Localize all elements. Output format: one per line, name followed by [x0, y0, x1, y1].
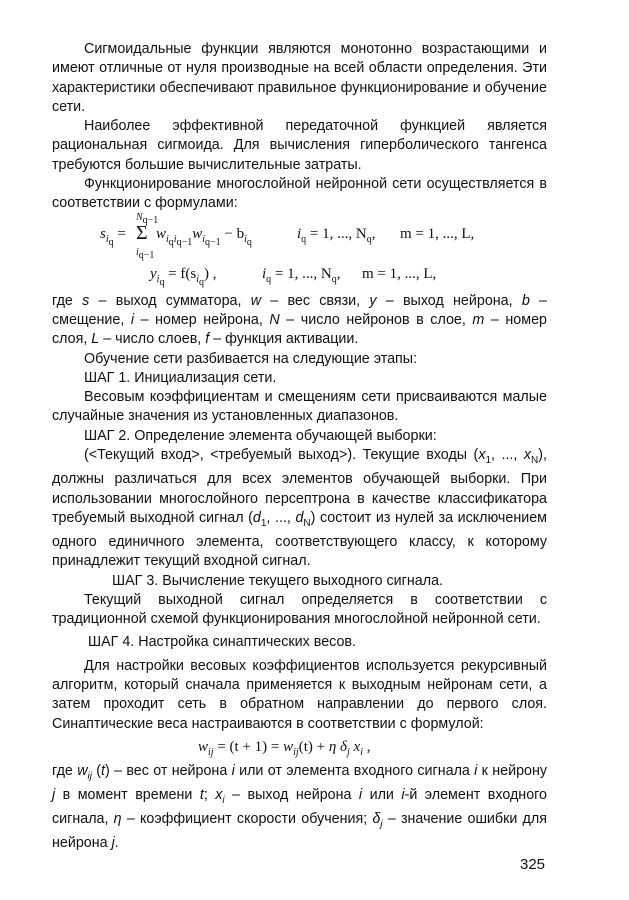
paragraph-notation: где s – выход сумматора, w – вес связи, y – выход нейрона, b – смещение, i – номер нейрона, N – число нейронов в слое, m – номер слоя, L – число слоев, f – функция активации.	[52, 292, 547, 348]
formula1-lhs: $s_{i_q}$ =	[100, 225, 126, 248]
step-3-heading: ШАГ 3. Вычисление текущего выходного сигнала.	[112, 572, 443, 589]
paragraph-step-1: Весовым коэффициентам и смещениям сети присваиваются малые случайные значения из установленных диапазонов.	[52, 389, 547, 425]
paragraph-sigmoid: Сигмоидальные функции являются монотонно возрастающими и имеют отличные от нуля производные на всей области определения. Эти характеристики обеспечивают правильное функционирование и обучение сети.	[52, 41, 547, 115]
formula3-body: $w_{ij} = (t + 1) = w_{ij}(t) + \eta$ $\delta_j$ $x_i$ ,	[198, 738, 371, 758]
formula1-sum-sign: Σ	[136, 221, 148, 244]
paragraph-functioning: Функционирование многослойной нейронной сети осуществляется в соответствии с формулами:	[52, 176, 547, 212]
paragraph-stages: Обучение сети разбивается на следующие этапы:	[84, 350, 418, 367]
formula1-sum-upper: $N_{q-1}$	[136, 211, 159, 226]
formula-summator	[52, 211, 547, 262]
step-4-heading: ШАГ 4. Настройка синаптических весов.	[88, 634, 356, 651]
formula2-body: $y_{i_q} = f(s_{i_q})$ ,	[150, 265, 217, 288]
formula1-sum-lower: $i_{q-1}$	[136, 246, 155, 261]
formula-activation	[52, 262, 547, 292]
step-1-heading: ШАГ 1. Инициализация сети.	[84, 369, 277, 386]
formula-weight-update	[52, 734, 547, 762]
paragraph-rational-sigmoid: Наиболее эффективной передаточной функцией является рациональная сигмоида. Для вычисления гиперболического тангенса требуются большие вычислительные затраты.	[52, 118, 547, 173]
page-number: 325	[520, 856, 546, 873]
formula1-condition-i: $i_q = 1$, ..., $N_q$,	[297, 225, 376, 245]
step-2-heading: ШАГ 2. Определение элемента обучающей выборки:	[84, 427, 437, 444]
formula2-condition-i: $i_q = 1$, ..., $N_q$,	[262, 265, 341, 285]
paragraph-step-3: Текущий выходной сигнал определяется в соответствии с традиционной схемой функционирования многослойной нейронной сети.	[52, 591, 547, 628]
formula2-condition-m: m = 1, ..., L,	[362, 265, 437, 282]
paragraph-step-2: (<Текущий вход>, <требуемый выход>). Текущие входы ($x_1$, ..., $x_N$), должны различаться для всех элементов обучающей выборки. При использовании многослойного персептрона в качестве классификатора требуемый выходной сигнал ($d_1$, ..., $d_N$) состоит из нулей за исключением одного единичного элемента, соответствующего классу, к которому принадлежит текущий входной сигнал.	[52, 447, 547, 570]
formula1-condition-m: m = 1, ..., L,	[400, 225, 475, 242]
page-body	[52, 38, 547, 854]
paragraph-step-4: Для настройки весовых коэффициентов используется рекурсивный алгоритм, который сначала применяется к выходным нейронам сети, а затем проходит сеть в обратном направлении до первого слоя. Синаптические веса настраиваются в соответствии с формулой:	[52, 657, 547, 732]
formula1-body: $w_{i_qi_{q-1}}w_{i_{q-1}} - b_{i_q}$	[156, 225, 252, 248]
paragraph-weight-notation: где $w_{ij}$ (t) – вес от нейрона i или от элемента входного сигнала i к нейрону j в момент времени t; $x_i$ – выход нейрона i или i-й элемент входного сигнала, η – коэффициент скорости обучения; $\delta_j$ – значение ошибки для нейрона j.	[52, 762, 548, 852]
